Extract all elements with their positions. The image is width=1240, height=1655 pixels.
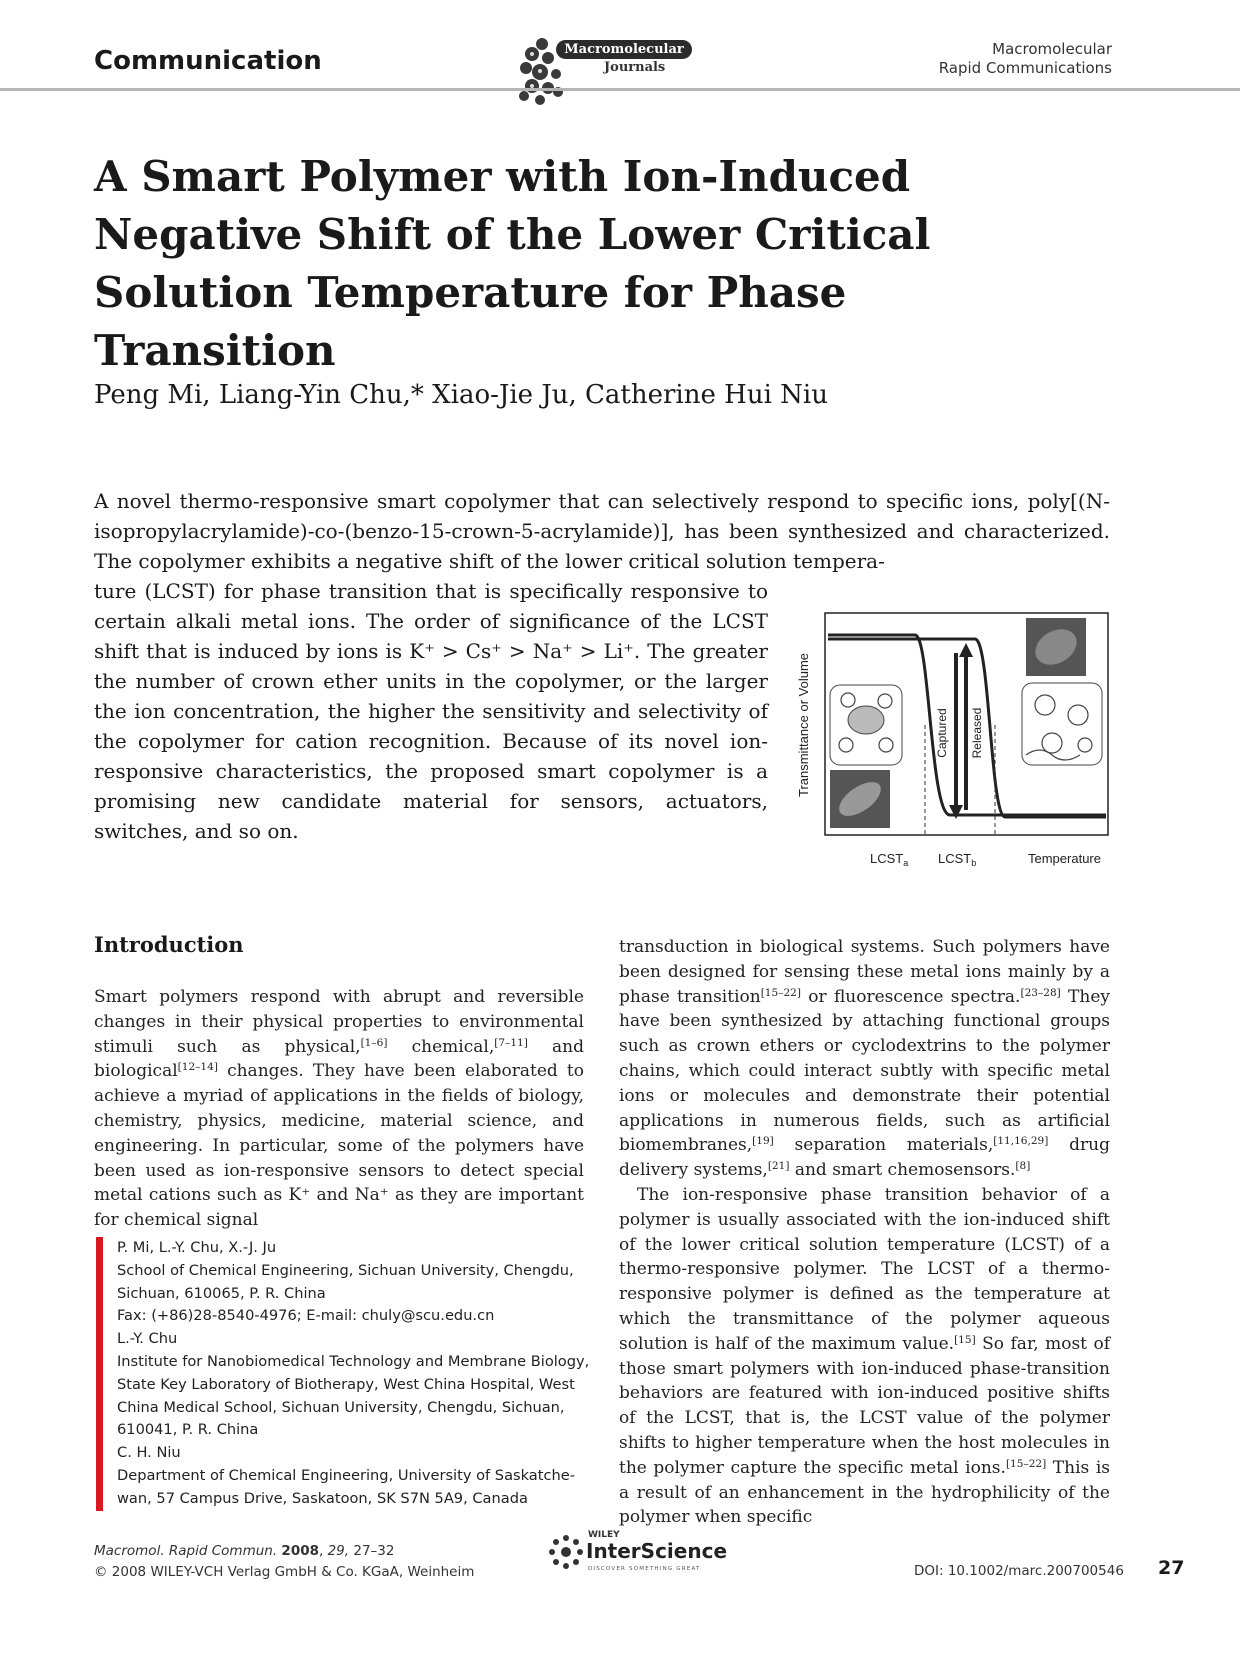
citation-ref: [7–11]	[494, 1036, 528, 1049]
logo-interscience: InterScience	[586, 1539, 728, 1563]
footer-citation: Macromol. Rapid Commun. 2008, 29, 27–32 © 2008 WILEY-VCH Verlag GmbH & Co. KGaA, Weinheim	[94, 1541, 474, 1583]
citation-ref: [23–28]	[1020, 986, 1061, 999]
header-rule	[0, 88, 1240, 91]
affiliation-line: 610041, P. R. China	[117, 1421, 259, 1439]
abstract-paragraph-wrap: ture (LCST) for phase transition that is specifically responsive to certain alkali metal ions. The order of significance of the LCST shift that is induced by ions is K⁺ > Cs⁺ > Na⁺ > Li⁺. The greater the number of crown ether units in the copolymer, or the larger the ion concentration, the higher the sensitivity and selectivity of the copolymer for cation recognition. Because of its novel ion-responsive characteristics, the proposed smart copolymer is a promising new candidate material for sensors, actuators, switches, and so on.	[94, 579, 768, 843]
citation-ref: [11,16,29]	[993, 1135, 1049, 1148]
graphical-abstract	[790, 605, 1130, 875]
ga-released-label: Released	[970, 707, 984, 759]
logo-wiley: WILEY	[588, 1530, 620, 1540]
affiliation-line: C. H. Niu	[117, 1444, 181, 1462]
macromolecular-journals-logo	[512, 34, 694, 108]
intro-paragraph-3: The ion-responsive phase transition behavior of a polymer is usually associated with the ion-induced shift of the lower critical solution temperature (LCST) of a thermo-responsive polymer. The LCST of a thermo-responsive polymer is defined as the temperature at which the transmittance of the polymer aqueous solution is half of the maximum value.[15] So far, most of those smart polymers with ion-induced phase-transition behaviors are featured with ion-induced positive shifts of the LCST, that is, the LCST value of the polymer shifts to higher temperature when the host molecules in the polymer capture the specific metal ions.[15–22] This is a result of an enhancement in the hydrophilicity of the polymer when specific	[619, 1184, 1110, 1528]
citation-ref: [8]	[1015, 1160, 1031, 1173]
citation-ref: [15–22]	[1005, 1457, 1047, 1470]
section-label: Communication	[94, 46, 322, 76]
ga-inset-released	[1022, 683, 1102, 765]
journal-line-2: Rapid Communications	[938, 59, 1112, 77]
article-title: A Smart Polymer with Ion-Induced Negative Shift of the Lower Critical Solution Temperature for Phase Transition	[94, 152, 931, 375]
journal-name	[939, 40, 1112, 78]
affiliation-line: wan, 57 Campus Drive, Saskatoon, SK S7N 5A9, Canada	[117, 1489, 528, 1507]
intro-left-column	[94, 985, 584, 1233]
citation-volume: 29,	[327, 1543, 350, 1559]
logo-sub: Journals	[604, 60, 666, 75]
citation-ref: [15]	[954, 1333, 976, 1346]
copyright: © 2008 WILEY-VCH Verlag GmbH & Co. KGaA, Weinheim	[94, 1564, 475, 1580]
ga-x-label: Temperature	[1028, 851, 1101, 866]
ga-y-label: Transmittance or Volume	[796, 652, 811, 798]
affiliation-line: Institute for Nanobiomedical Technology and Membrane Biology,	[117, 1352, 590, 1370]
affiliation-line: Fax: (+86)28-8540-4976; E-mail: chuly@scu.edu.cn	[117, 1307, 495, 1325]
citation-ref: [12–14]	[177, 1061, 218, 1074]
page-number: 27	[1158, 1557, 1185, 1579]
citation-ref: [15–22]	[760, 986, 801, 999]
citation-pages: 27–32	[353, 1543, 395, 1559]
affiliation-line: Sichuan, 610065, P. R. China	[117, 1284, 326, 1302]
author-list: Peng Mi, Liang-Yin Chu,* Xiao-Jie Ju, Catherine Hui Niu	[94, 380, 828, 410]
logo-tagline: DISCOVER SOMETHING GREAT	[588, 1566, 701, 1572]
affiliation-line: State Key Laboratory of Biotherapy, West China Hospital, West	[117, 1375, 575, 1393]
affiliation-line: L.-Y. Chu	[117, 1330, 178, 1348]
intro-right-column	[619, 935, 1110, 1530]
intro-paragraph-1: Smart polymers respond with abrupt and reversible changes in their physical properties to environmental stimuli such as physical,[1–6] chemical,[7–11] and biological[12–14] changes. They have been elaborated to achieve a myriad of applications in the fields of biology, chemistry, physics, medicine, material science, and engineering. In particular, some of the polymers have been used as ion-responsive sensors to detect special metal cations such as K⁺ and Na⁺ as they are important for chemical signal	[94, 987, 584, 1231]
interscience-globe-icon	[546, 1532, 586, 1572]
affiliation-line: P. Mi, L.-Y. Chu, X.-J. Ju	[117, 1239, 277, 1256]
affiliation-line: School of Chemical Engineering, Sichuan University, Chengdu,	[117, 1261, 574, 1279]
ga-lcst-a: $LCST_a$	[870, 851, 909, 868]
citation-ref: [1–6]	[360, 1036, 388, 1049]
ga-ion-sphere	[848, 706, 884, 734]
ga-lcst-b: $LCST_b$	[938, 851, 977, 868]
doi: DOI: 10.1002/marc.200700546	[914, 1563, 1124, 1579]
citation-ref: [19]	[752, 1135, 774, 1148]
ga-captured-label: Captured	[935, 708, 949, 758]
wiley-interscience-logo	[546, 1530, 726, 1580]
citation-year: 2008	[281, 1543, 319, 1559]
journal-line-1: Macromolecular	[992, 40, 1112, 58]
intro-heading: Introduction	[94, 932, 244, 957]
citation-journal: Macromol. Rapid Commun.	[94, 1543, 278, 1559]
citation-ref: [21]	[767, 1160, 790, 1173]
intro-paragraph-2: transduction in biological systems. Such polymers have been designed for sensing these metal ions mainly by a phase transition[15–22] or fluorescence spectra.[23–28] They have been synthesized by attaching functional groups such as crown ethers or cyclodextrins to the polymer chains, which could interact subtly with specific metal ions or molecules and demonstrate their potential applications in numerous fields, such as artificial biomembranes,[19] separation materials,[11,16,29] drug delivery systems,[21] and smart chemosensors.[8]	[619, 937, 1111, 1181]
affiliation-line: China Medical School, Sichuan University, Chengdu, Sichuan,	[117, 1398, 565, 1416]
logo-badge: Macromolecular	[556, 40, 692, 59]
affiliations-box	[96, 1237, 607, 1511]
abstract-paragraph-full: A novel thermo-responsive smart copolymer that can selectively respond to specific ions, poly[(N-isopropylacrylamide)-co-(benzo-15-crown-5-acrylamide)], has been synthesized and characterized. The copolymer exhibits a negative shift of the lower critical solution tempera-	[94, 489, 1110, 573]
affiliation-line: Department of Chemical Engineering, University of Saskatche-	[117, 1466, 575, 1484]
